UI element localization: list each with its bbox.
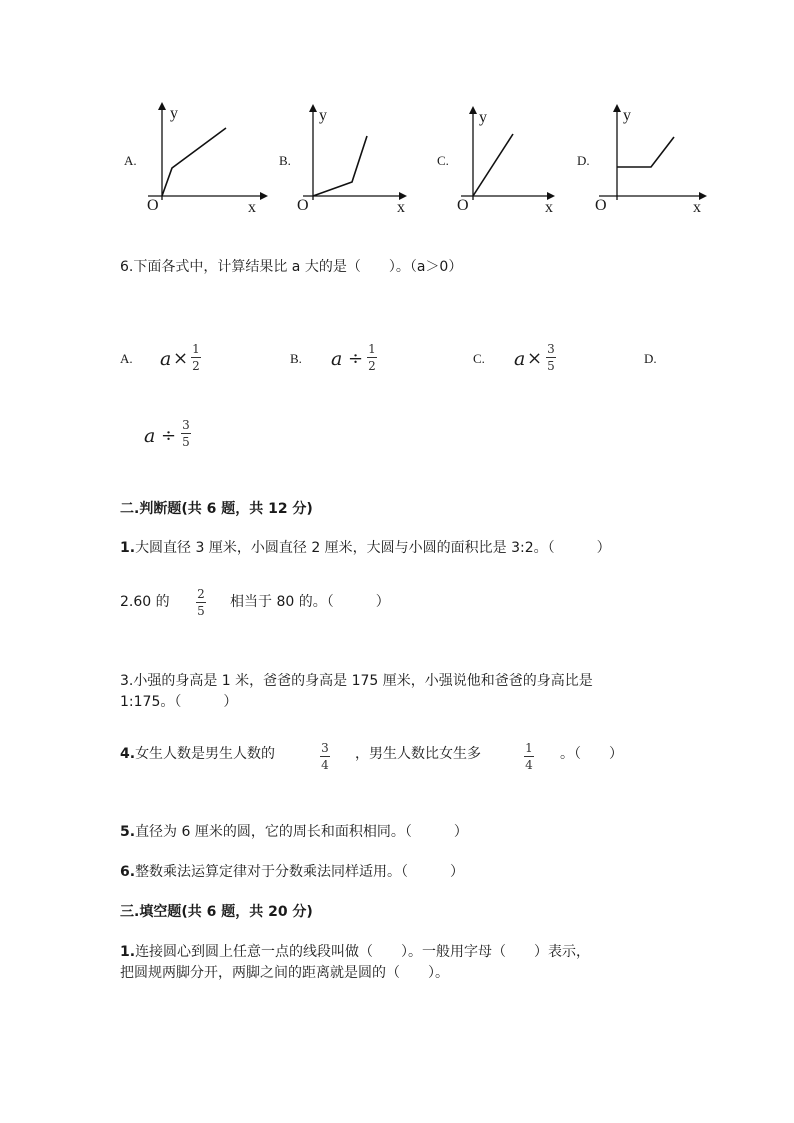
q6-option-c-den: 5 (547, 359, 555, 373)
q6-option-b-fraction (367, 343, 377, 372)
q6-option-d-op: ÷ (161, 425, 177, 446)
graph-a-lines (120, 100, 270, 215)
s2-q4-fraction-2 (524, 742, 534, 771)
graph-d-origin: O (595, 197, 607, 214)
s2-q5 (120, 825, 468, 839)
s2-q6-text: 整数乘法运算定律对于分数乘法同样适用。（ ） (135, 864, 465, 880)
s3-q1-number: 1. (120, 944, 136, 960)
q6-option-d-fraction (181, 419, 191, 448)
s3-q1-line2: 把圆规两脚分开，两脚之间的距离就是圆的（ ）。 (120, 965, 449, 981)
q6-option-c-var: a (514, 348, 526, 370)
s2-q4-f1-num: 3 (321, 741, 329, 755)
s3-q1-text-line1: 连接圆心到圆上任意一点的线段叫做（ ）。一般用字母（ ）表示， (135, 944, 591, 960)
s2-q4-pre: 女生人数是男生人数的 (135, 746, 276, 762)
graph-b-x-label: x (397, 199, 405, 216)
graph-a-y-label: y (170, 105, 178, 122)
q6-option-a-op: × (173, 348, 189, 369)
graph-c-origin: O (457, 197, 469, 214)
q6-option-d-letter: D. (644, 351, 657, 366)
graph-b-y-label: y (319, 107, 327, 124)
q6-option-b-den: 2 (368, 359, 376, 373)
q6-option-b-letter: B. (290, 351, 302, 366)
graph-d-letter: D. (577, 153, 590, 168)
q6-option-c-fraction (546, 343, 556, 372)
graph-d-y-label: y (623, 107, 631, 124)
graph-a-letter: A. (124, 153, 137, 168)
graph-a-origin: O (147, 197, 159, 214)
s2-q1-text: 大圆直径 3 厘米，小圆直径 2 厘米，大圆与小圆的面积比是 3:2。（ ） (135, 540, 611, 556)
s2-q4-f2-den: 4 (525, 758, 533, 772)
graph-a-x-label: x (248, 199, 256, 216)
s2-q4-f1-den: 4 (321, 758, 329, 772)
graph-d-x-label: x (693, 199, 701, 216)
s2-q1 (120, 541, 611, 555)
q6-option-c-letter: C. (473, 351, 485, 366)
s2-q1-number: 1. (120, 540, 136, 556)
q6-option-a-var: a (160, 348, 172, 370)
graph-option-c (435, 100, 585, 215)
s2-q4-fraction-1 (320, 742, 330, 771)
q6-option-a-fraction (191, 343, 201, 372)
q6-option-b-var: a (331, 348, 343, 370)
s2-q4-mid: ，男生人数比女生多 (355, 746, 481, 762)
graph-c-letter: C. (437, 153, 449, 168)
section2-heading: 二.判断题(共 6 题，共 12 分) (120, 501, 313, 517)
s2-q2-pre: 2.60 的 (120, 594, 170, 610)
s2-q4-f2-num: 1 (525, 741, 533, 755)
s2-q2-num: 2 (197, 587, 205, 601)
graph-option-d (575, 100, 725, 215)
graph-c-y-label: y (479, 109, 487, 126)
graph-option-b (277, 100, 427, 215)
s2-q2-fraction (196, 588, 206, 617)
graph-b-origin: O (297, 197, 309, 214)
q6-option-c-op: × (527, 348, 543, 369)
graph-b-letter: B. (279, 153, 291, 168)
q6-option-a-num: 1 (192, 342, 200, 356)
graph-option-a (120, 100, 270, 215)
s2-q4-number: 4. (120, 746, 136, 762)
graph-c-x-label: x (545, 199, 553, 216)
s2-q5-number: 5. (120, 824, 136, 840)
s3-q1-line1 (120, 945, 590, 959)
q6-option-a-letter: A. (120, 351, 133, 366)
s2-q4-post: 。（ ） (560, 746, 623, 762)
q6-option-d-den: 5 (182, 435, 190, 449)
q6-option-b-num: 1 (368, 342, 376, 356)
s2-q5-text: 直径为 6 厘米的圆，它的周长和面积相同。（ ） (135, 824, 468, 840)
q6-option-d-num: 3 (182, 418, 190, 432)
q6-option-b-op: ÷ (348, 348, 364, 369)
s2-q2-post: 相当于 80 的。（ ） (230, 594, 390, 610)
q6-option-d-var: a (144, 425, 156, 447)
q6-stem: 6.下面各式中，计算结果比 a 大的是（ ）。（a＞0） (120, 259, 463, 275)
s2-q4-pre-wrap (120, 747, 275, 761)
s2-q3-line1: 3.小强的身高是 1 米，爸爸的身高是 175 厘米，小强说他和爸爸的身高比是 (120, 673, 593, 689)
section3-heading: 三.填空题(共 6 题，共 20 分) (120, 904, 313, 920)
s2-q3-line2: 1:175。（ ） (120, 694, 238, 710)
s2-q2-den: 5 (197, 604, 205, 618)
q6-option-c-num: 3 (547, 342, 555, 356)
q6-option-a-den: 2 (192, 359, 200, 373)
s2-q6-number: 6. (120, 864, 136, 880)
s2-q6 (120, 865, 464, 879)
